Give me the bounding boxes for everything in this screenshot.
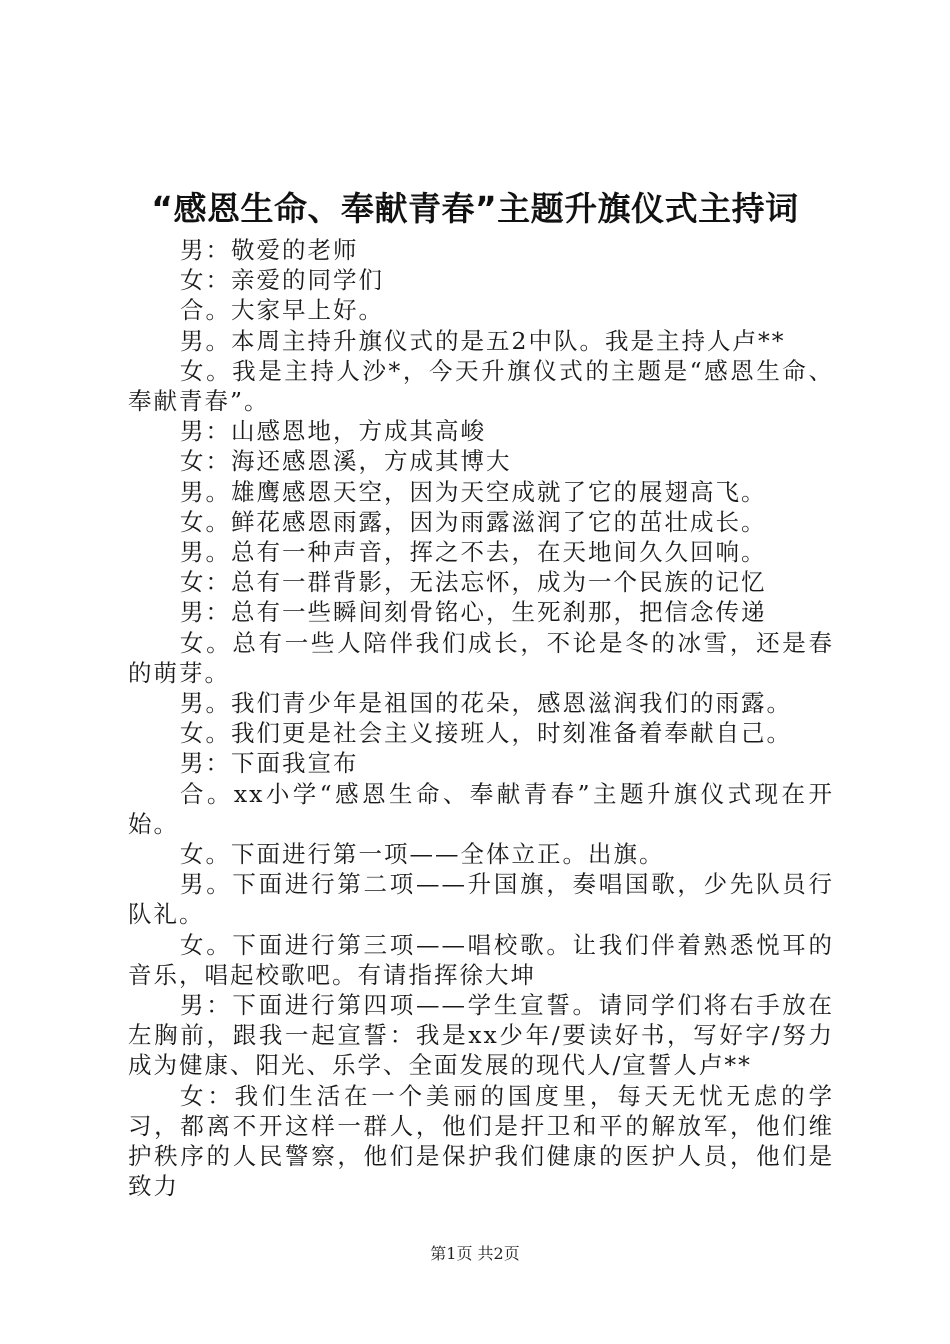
paragraph: 男。雄鹰感恩天空，因为天空成就了它的展翅高飞。 [180, 477, 767, 506]
paragraph: 女。我们更是社会主义接班人，时刻准备着奉献自己。 [180, 719, 792, 748]
paragraph: 女。下面进行第一项——全体立正。出旗。 [180, 840, 665, 869]
paragraph: 女：我们生活在一个美丽的国度里，每天无忧无虑的学习，都离不开这样一群人，他们是扞卫和平的解放军，他们维护秩序的人民警察，他们是保护我们健康的医护人员，他们是致力 [128, 1081, 834, 1201]
page-footer: 第1页 共2页 [430, 1244, 520, 1263]
paragraph: 男。我们青少年是祖国的花朵，感恩滋润我们的雨露。 [180, 689, 792, 718]
paragraph: 女。鲜花感恩雨露，因为雨露滋润了它的茁壮成长。 [180, 507, 767, 536]
paragraph: 女。总有一些人陪伴我们成长，不论是冬的冰雪，还是春的萌芽。 [128, 628, 834, 687]
document-body [128, 235, 834, 1202]
paragraph: 合。大家早上好。 [180, 296, 384, 325]
paragraph: 合。xx小学“感恩生命、奉献青春”主题升旗仪式现在开始。 [128, 779, 834, 838]
paragraph: 男：敬爱的老师 [180, 236, 359, 264]
paragraph: 男：总有一些瞬间刻骨铭心，生死刹那，把信念传递 [180, 598, 767, 627]
document-title: “感恩生命、奉献青春”主题升旗仪式主持词 [151, 189, 799, 228]
paragraph: 男。总有一种声音，挥之不去，在天地间久久回响。 [180, 538, 767, 567]
paragraph: 男。下面进行第二项——升国旗，奏唱国歌，少先队员行队礼。 [128, 870, 834, 929]
paragraph: 女。下面进行第三项——唱校歌。让我们伴着熟悉悦耳的音乐，唱起校歌吧。有请指挥徐大坤 [128, 930, 834, 989]
paragraph: 女：总有一群背影，无法忘怀，成为一个民族的记忆 [180, 568, 767, 597]
paragraph: 男：下面进行第四项——学生宣誓。请同学们将右手放在左胸前，跟我一起宣誓：我是xx少年/要读好书，写好字/努力成为健康、阳光、乐学、全面发展的现代人/宣誓人卢** [128, 991, 834, 1080]
paragraph: 男：下面我宣布 [180, 749, 359, 778]
paragraph: 女：亲爱的同学们 [180, 266, 384, 295]
paragraph: 女：海还感恩溪，方成其博大 [180, 447, 512, 476]
paragraph: 男：山感恩地，方成其高峻 [180, 417, 486, 446]
paragraph: 男。本周主持升旗仪式的是五2中队。我是主持人卢** [180, 326, 786, 355]
paragraph: 女。我是主持人沙*，今天升旗仪式的主题是“感恩生命、奉献青春”。 [128, 356, 834, 416]
